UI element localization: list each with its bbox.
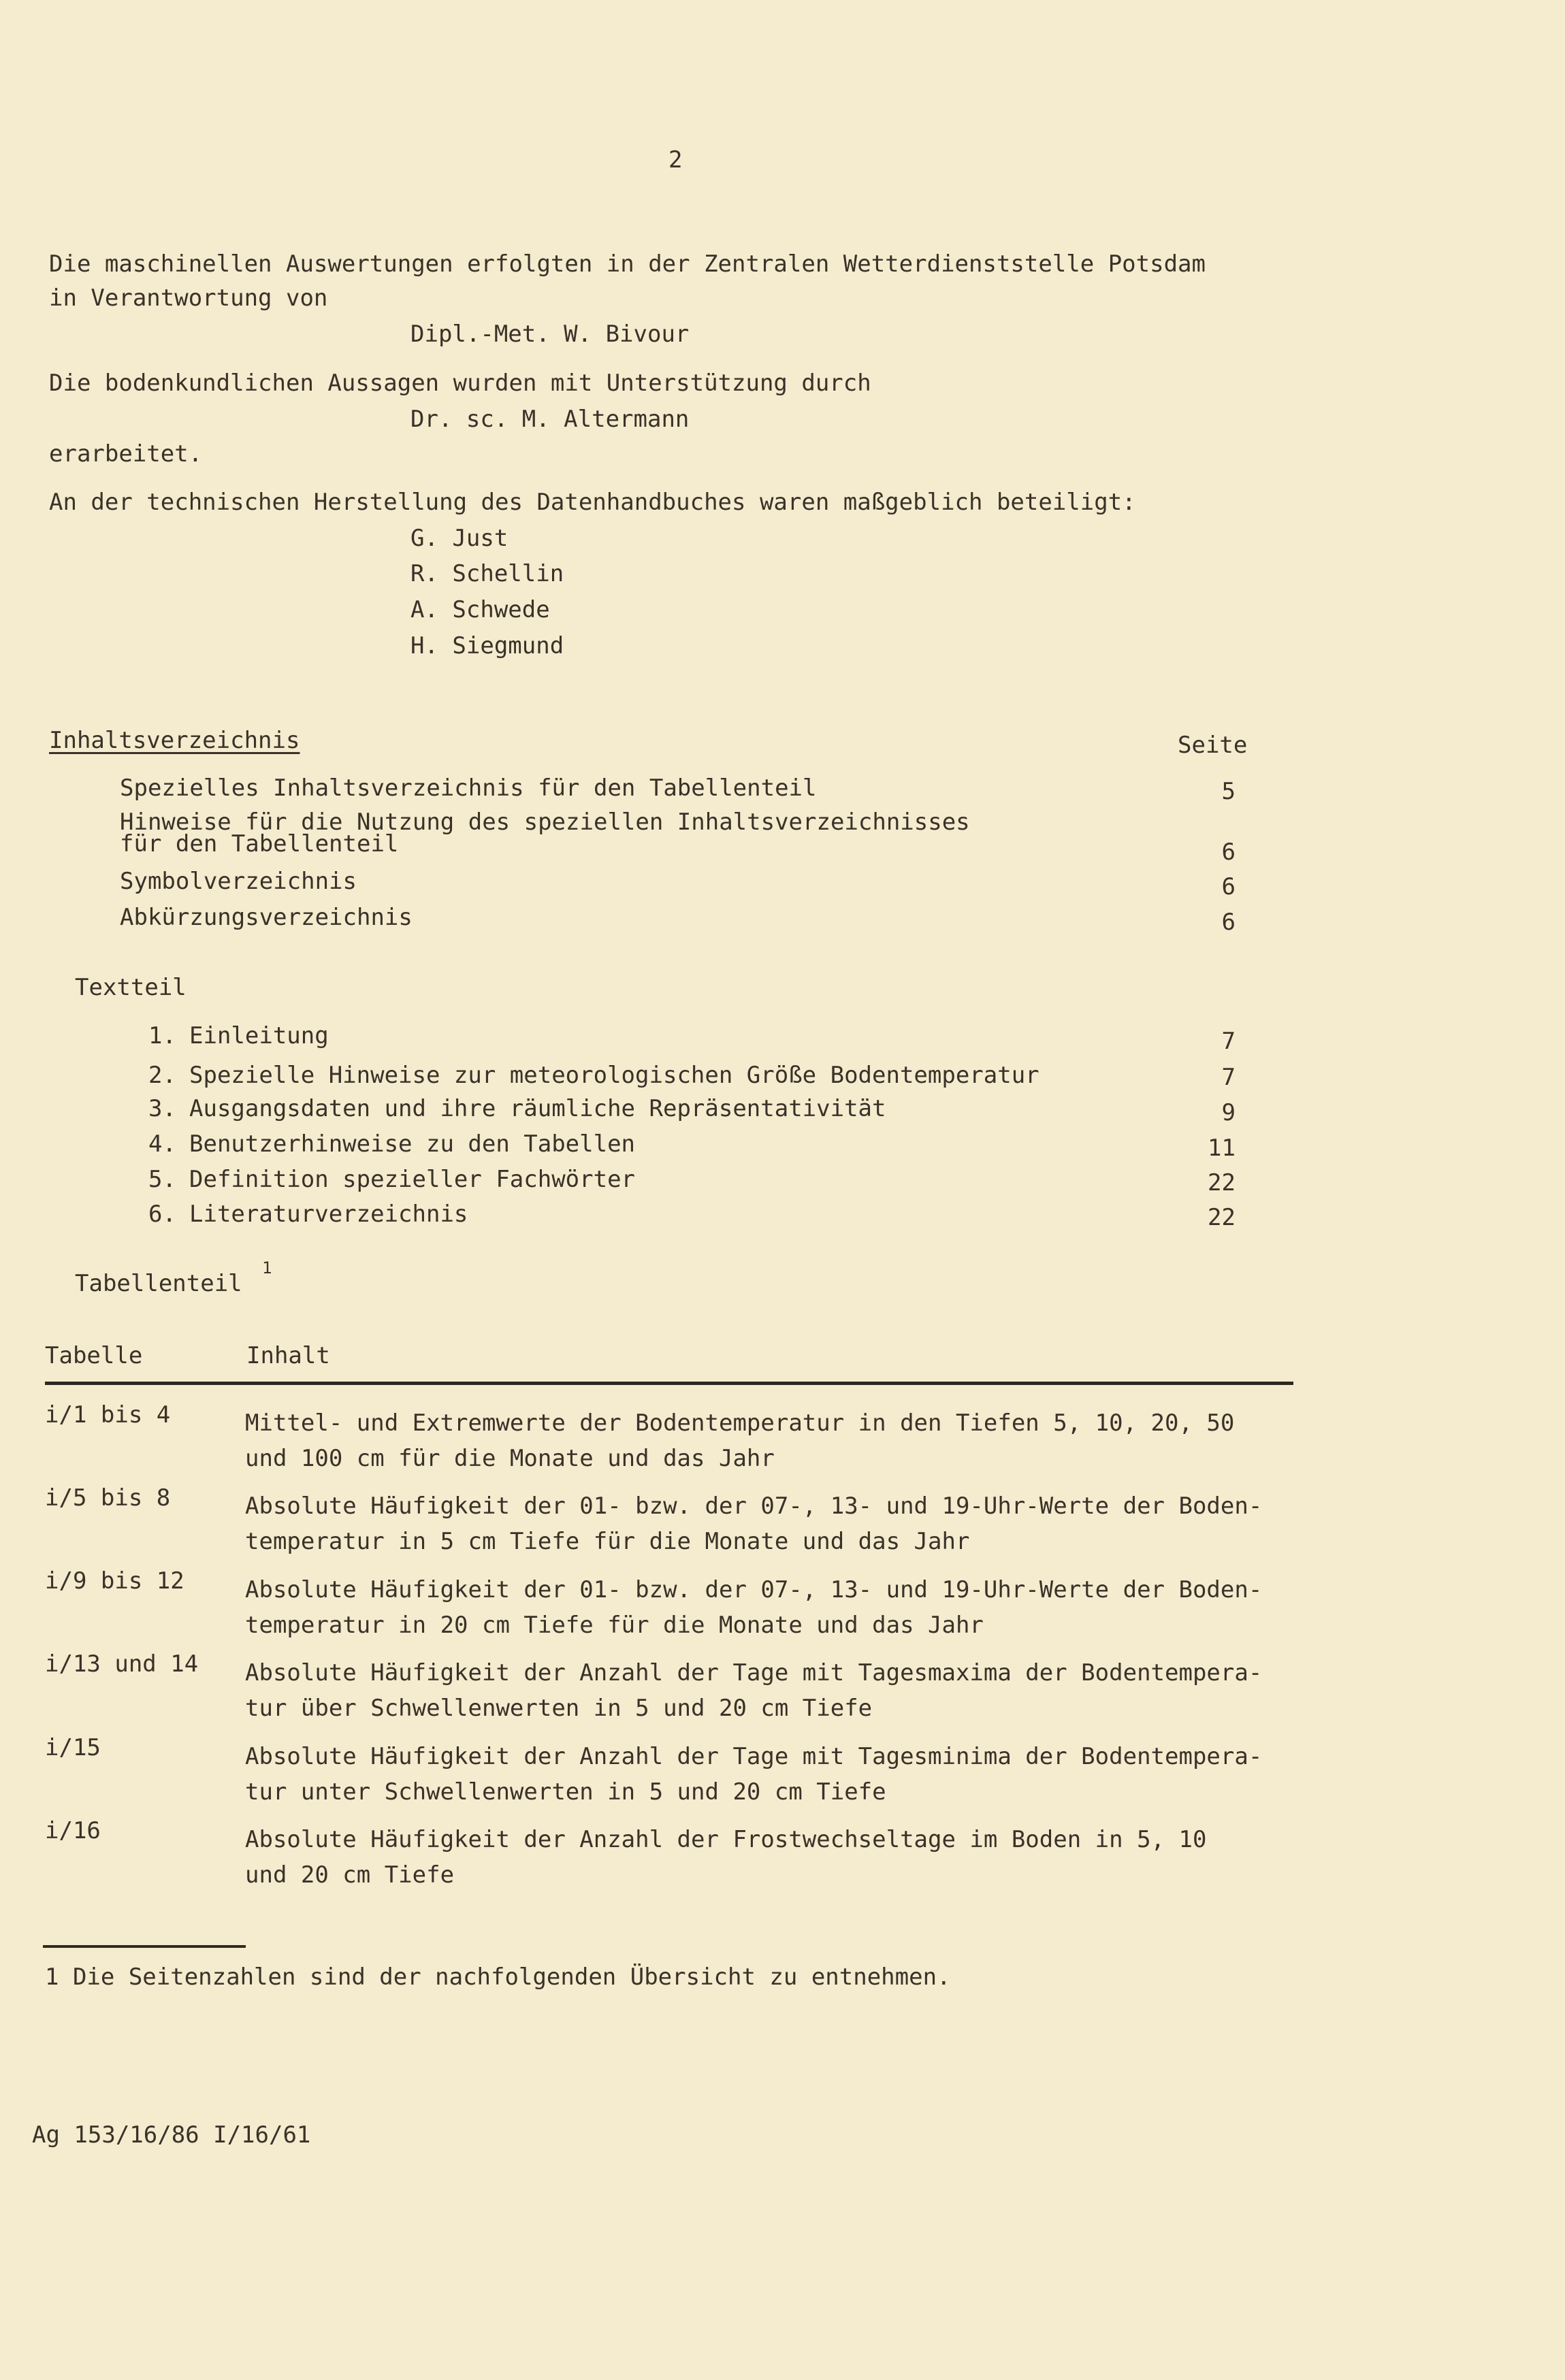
table-row-text: Mittel- und Extremwerte der Bodentemperatur in den Tiefen 5, 10, 20, 50 und 100 cm für die Monate und das Jahr [245, 1409, 1235, 1472]
textteil-label: Benutzerhinweise zu den Tabellen [189, 1130, 636, 1158]
toc-item-label: Hinweise für die Nutzung des speziellen Inhaltsverzeichnisses für den Tabellenteil [120, 809, 970, 858]
table-header-tabelle: Tabelle [45, 1342, 143, 1369]
page-number: 2 [668, 146, 683, 174]
textteil-label: Definition spezieller Fachwörter [189, 1166, 636, 1193]
table-row-id: i/16 [45, 1817, 101, 1844]
footnote-text: 1 Die Seitenzahlen sind der nachfolgenden Übersicht zu entnehmen. [45, 1963, 951, 1991]
table-row-text: Absolute Häufigkeit der 01- bzw. der 07-, 13- und 19-Uhr-Werte der Boden- temperatur in 20 cm Tiefe für die Monate und das Jahr [245, 1576, 1263, 1639]
textteil-page: 7 [1221, 1064, 1236, 1091]
textteil-page: 9 [1221, 1099, 1236, 1126]
tabellenteil-heading: Tabellenteil [75, 1270, 242, 1297]
textteil-heading: Textteil [75, 974, 187, 1001]
contributor: A. Schwede [410, 596, 550, 623]
intro-person-1: Dipl.-Met. W. Bivour [410, 321, 690, 348]
toc-item-label: Abkürzungsverzeichnis [120, 904, 413, 931]
textteil-label: Literaturverzeichnis [189, 1201, 468, 1228]
intro-line-2: in Verantwortung von [49, 284, 328, 312]
textteil-num: 2. [148, 1062, 176, 1089]
table-row-id: i/1 bis 4 [45, 1401, 171, 1429]
intro-line-5: An der technischen Herstellung des Datenhandbuches waren maßgeblich beteiligt: [49, 489, 1136, 516]
textteil-page: 22 [1208, 1169, 1236, 1196]
toc-item-page: 6 [1221, 909, 1236, 936]
textteil-num: 5. [148, 1166, 176, 1193]
footnote-rule [43, 1945, 246, 1948]
textteil-label: Ausgangsdaten und ihre räumliche Repräsentativität [189, 1095, 886, 1122]
textteil-label: Spezielle Hinweise zur meteorologischen Größe Bodentemperatur [189, 1062, 1039, 1089]
table-row-id: i/9 bis 12 [45, 1567, 184, 1595]
table-row-text: Absolute Häufigkeit der Anzahl der Tage mit Tagesminima der Bodentempera- tur unter Schwellenwerten in 5 und 20 cm Tiefe [245, 1743, 1263, 1806]
textteil-num: 1. [148, 1022, 176, 1049]
intro-line-3: Die bodenkundlichen Aussagen wurden mit Unterstützung durch [49, 370, 871, 397]
contributor: R. Schellin [410, 560, 564, 587]
textteil-page: 22 [1208, 1204, 1236, 1231]
textteil-num: 3. [148, 1095, 176, 1122]
table-header-inhalt: Inhalt [246, 1342, 330, 1369]
textteil-num: 6. [148, 1201, 176, 1228]
textteil-page: 11 [1208, 1135, 1236, 1162]
toc-item-label: Spezielles Inhaltsverzeichnis für den Tabellenteil [120, 775, 817, 802]
toc-heading: Inhaltsverzeichnis [49, 727, 300, 754]
textteil-page: 7 [1221, 1028, 1236, 1055]
table-row-text: Absolute Häufigkeit der Anzahl der Tage mit Tagesmaxima der Bodentempera- tur über Schwellenwerten in 5 und 20 cm Tiefe [245, 1659, 1263, 1722]
intro-person-2: Dr. sc. M. Altermann [410, 406, 690, 433]
intro-line-4: erarbeitet. [49, 440, 203, 468]
table-row-text: Absolute Häufigkeit der 01- bzw. der 07-, 13- und 19-Uhr-Werte der Boden- temperatur in 5 cm Tiefe für die Monate und das Jahr [245, 1493, 1263, 1555]
table-row-text: Absolute Häufigkeit der Anzahl der Frostwechseltage im Boden in 5, 10 und 20 cm Tiefe [245, 1826, 1207, 1889]
table-row-id: i/13 und 14 [45, 1650, 199, 1678]
toc-item-page: 6 [1221, 873, 1236, 900]
contributor: H. Siegmund [410, 632, 564, 659]
toc-item-page: 6 [1221, 838, 1236, 866]
imprint: Ag 153/16/86 I/16/61 [32, 2121, 311, 2149]
toc-seite-label: Seite [1178, 732, 1248, 759]
contributor: G. Just [410, 525, 509, 552]
textteil-label: Einleitung [189, 1022, 329, 1049]
footnote-marker: 1 [262, 1258, 272, 1277]
table-row-id: i/5 bis 8 [45, 1484, 171, 1512]
intro-line-1: Die maschinellen Auswertungen erfolgten in der Zentralen Wetterdienststelle Potsdam [49, 250, 1206, 278]
toc-item-page: 5 [1221, 778, 1236, 805]
textteil-num: 4. [148, 1130, 176, 1158]
table-header-rule [45, 1382, 1293, 1385]
table-row-id: i/15 [45, 1734, 101, 1761]
toc-item-label: Symbolverzeichnis [120, 868, 357, 895]
